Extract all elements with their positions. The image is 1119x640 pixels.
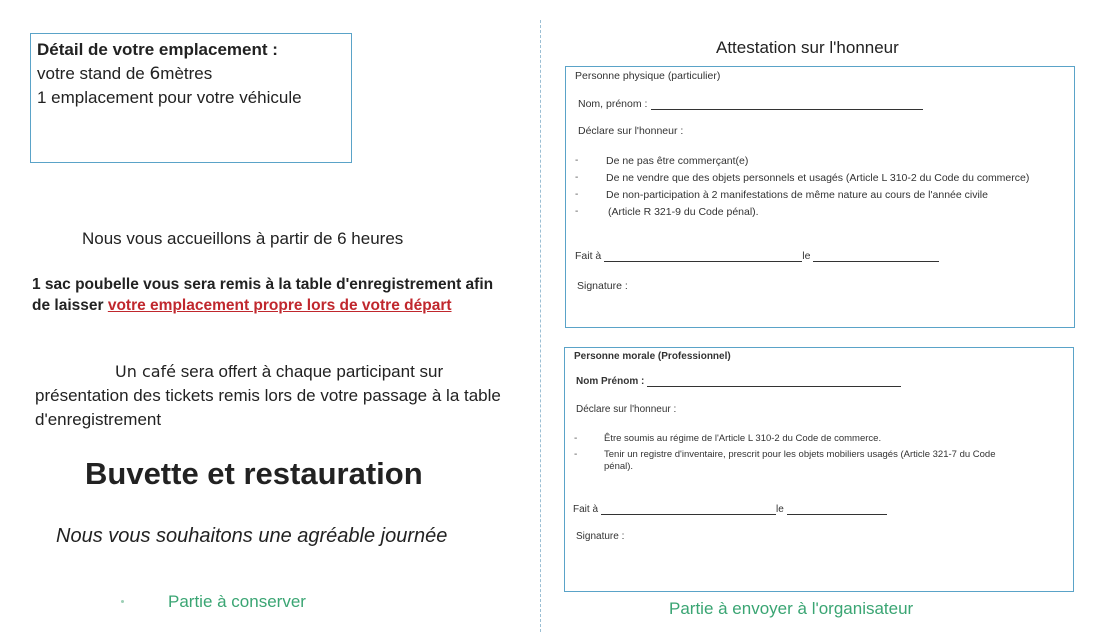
physique-item-1: De ne pas être commerçant(e) xyxy=(606,155,749,167)
vehicle-line: 1 emplacement pour votre véhicule xyxy=(37,88,302,107)
garbage-bag-notice xyxy=(32,274,512,316)
bullet-dash: - xyxy=(575,172,579,183)
bullet-dash: - xyxy=(575,189,579,200)
morale-name-label: Nom Prénom : xyxy=(576,376,645,387)
bullet-dash: - xyxy=(574,449,578,460)
morale-place-line[interactable] xyxy=(601,504,776,515)
location-detail-box xyxy=(30,33,352,163)
physique-fait-field xyxy=(575,250,939,262)
attestation-title: Attestation sur l'honneur xyxy=(716,38,899,57)
physique-fait-label: Fait à xyxy=(575,250,602,262)
physique-item-3: De non-participation à 2 manifestations de même nature au cours de l'année civile xyxy=(606,189,988,201)
morale-date-line[interactable] xyxy=(787,504,887,515)
bullet-dash: - xyxy=(574,433,578,444)
physique-place-line[interactable] xyxy=(604,251,802,262)
morale-item-2: Tenir un registre d'inventaire, prescrit pour les objets mobiliers usagés (Article 321-7 du Code xyxy=(604,449,996,460)
buvette-heading: Buvette et restauration xyxy=(85,456,423,491)
physique-item-4: (Article R 321-9 du Code pénal). xyxy=(608,206,759,218)
physique-declare: Déclare sur l'honneur : xyxy=(578,125,684,137)
coffee-text: sera offert à chaque participant sur présentation des tickets remis lors de votre passage à la table d'enregistrement xyxy=(35,362,501,429)
fold-divider xyxy=(540,20,541,632)
stand-suffix: mètres xyxy=(160,64,213,83)
keep-part-label: Partie à conserver xyxy=(168,592,306,611)
stand-prefix: votre stand de xyxy=(37,64,150,83)
stand-size: 6 xyxy=(149,64,161,84)
bullet-dash: - xyxy=(575,206,579,217)
physique-le-label: le xyxy=(802,250,811,262)
morale-item-1: Être soumis au régime de l'Article L 310-2 du Code de commerce. xyxy=(604,433,882,444)
physique-name-label: Nom, prénom : xyxy=(578,98,648,110)
coffee-label: Un café xyxy=(115,362,177,381)
morale-name-line[interactable] xyxy=(647,376,901,387)
morale-declare: Déclare sur l'honneur : xyxy=(576,404,677,415)
morale-name-field xyxy=(576,376,901,387)
legal-person-box xyxy=(564,347,1074,592)
bag-text: 1 sac poubelle vous sera remis à la table d'enregistrement afin de laisser xyxy=(32,276,494,314)
natural-person-box xyxy=(565,66,1075,328)
physique-name-line[interactable] xyxy=(651,99,923,110)
send-part-label: Partie à envoyer à l'organisateur xyxy=(669,599,914,618)
morale-signature: Signature : xyxy=(576,531,625,542)
physique-date-line[interactable] xyxy=(813,251,939,262)
morale-heading: Personne morale (Professionnel) xyxy=(574,351,731,362)
physique-signature: Signature : xyxy=(577,280,628,292)
coffee-notice xyxy=(35,360,515,432)
welcome-text: Nous vous accueillons à partir de 6 heures xyxy=(82,229,404,248)
bullet-dash: - xyxy=(575,155,579,166)
detail-title: Détail de votre emplacement : xyxy=(37,40,278,59)
morale-fait-field xyxy=(573,504,887,515)
physique-item-2: De ne vendre que des objets personnels et usagés (Article L 310-2 du Code du commerce) xyxy=(606,172,1030,184)
physique-name-field xyxy=(578,98,923,110)
bag-emphasis: votre emplacement propre lors de votre départ xyxy=(107,297,452,314)
wish-text: Nous vous souhaitons une agréable journée xyxy=(56,525,448,547)
morale-le-label: le xyxy=(776,504,784,515)
morale-item-2-cont: pénal). xyxy=(604,461,634,472)
morale-fait-label: Fait à xyxy=(573,504,599,515)
decorative-dot xyxy=(121,600,124,603)
physique-heading: Personne physique (particulier) xyxy=(575,70,721,82)
stand-line xyxy=(37,62,345,86)
